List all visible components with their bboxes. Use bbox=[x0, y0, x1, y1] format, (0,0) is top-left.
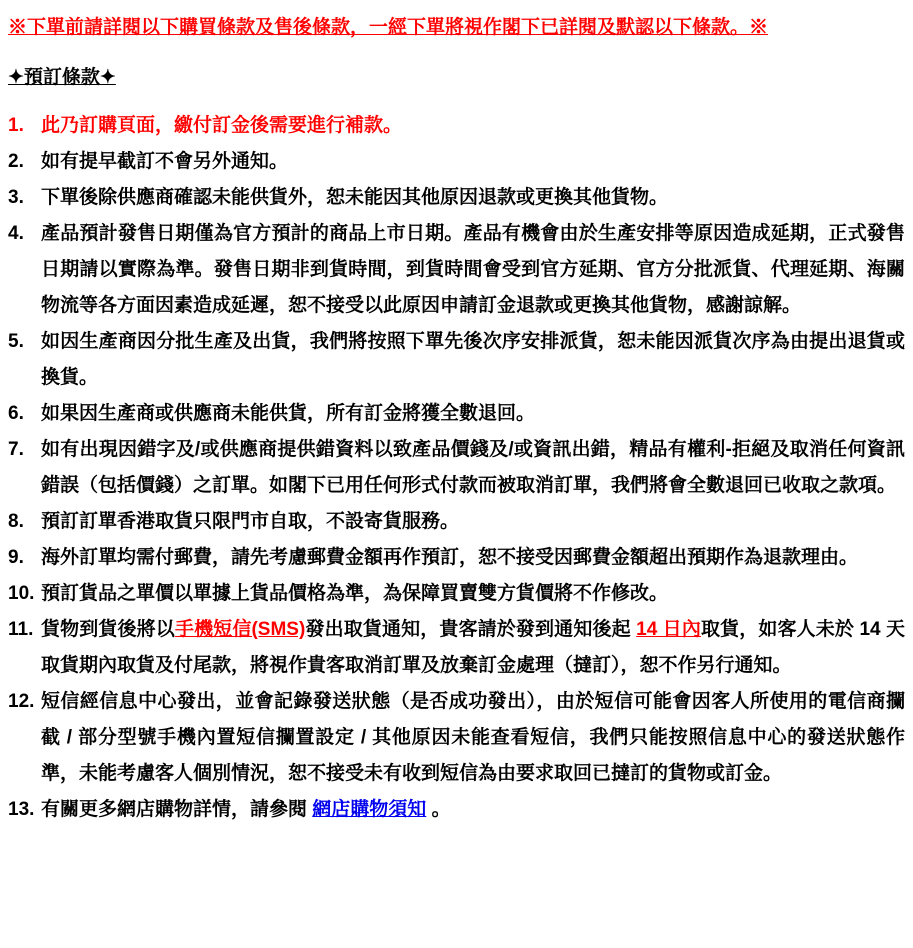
term-item-13 bbox=[8, 792, 905, 828]
term-item-1 bbox=[8, 108, 905, 144]
term-text bbox=[41, 612, 905, 684]
term-text bbox=[41, 684, 905, 792]
terms-list bbox=[8, 108, 905, 828]
term-number: 5. bbox=[8, 331, 24, 352]
term-text-segment: 貨物到貨後將以 bbox=[41, 619, 175, 640]
term-number: 3. bbox=[8, 187, 24, 208]
term-text-segment: 下單後除供應商確認未能供貨外，恕未能因其他原因退款或更換其他貨物。 bbox=[41, 187, 669, 208]
term-text-red-underline-segment: 14 日內 bbox=[636, 619, 701, 640]
term-text bbox=[41, 792, 905, 828]
term-item-10 bbox=[8, 576, 905, 612]
warning-header: ※下單前請詳閱以下購買條款及售後條款，一經下單將視作閣下已詳閱及默認以下條款。※ bbox=[8, 17, 769, 38]
term-text-segment: 短信經信息中心發出，並會記錄發送狀態（是否成功發出），由於短信可能會因客人所使用的電信商攔截 / 部分型號手機內置短信攔置設定 / 其他原因未能查看短信，我們只能按照信息中心的發送狀態作準，未能考慮客人個別情況，恕不接受未有收到短信為由要求取回已撻訂的貨物或訂金。 bbox=[41, 691, 905, 784]
term-item-4 bbox=[8, 216, 905, 324]
term-item-6 bbox=[8, 396, 905, 432]
term-text bbox=[41, 576, 905, 612]
term-item-8 bbox=[8, 504, 905, 540]
term-number: 11. bbox=[8, 619, 34, 640]
term-text-segment: 產品預計發售日期僅為官方預計的商品上市日期。產品有機會由於生產安排等原因造成延期，正式發售日期請以實際為準。發售日期非到貨時間，到貨時間會受到官方延期、官方分批派貨、代理延期、海關物流等各方面因素造成延遲，恕不接受以此原因申請訂金退款或更換其他貨物，感謝諒解。 bbox=[41, 223, 905, 316]
term-text bbox=[41, 216, 905, 324]
term-number: 12. bbox=[8, 691, 35, 712]
term-number: 8. bbox=[8, 511, 24, 532]
term-text bbox=[41, 432, 905, 504]
term-text bbox=[41, 504, 905, 540]
term-text-segment: 如因生產商因分批生產及出貨，我們將按照下單先後次序安排派貨，恕未能因派貨次序為由提出退貨或換貨。 bbox=[41, 331, 905, 388]
term-number: 6. bbox=[8, 403, 24, 424]
term-text-segment: 取貨，如客人未於 14 天取貨期內取貨及付尾款，將視作貴客取消訂單及放棄訂金處理（撻訂），恕不作另行通知。 bbox=[41, 619, 905, 676]
term-item-12 bbox=[8, 684, 905, 792]
term-text bbox=[41, 144, 905, 180]
term-item-5 bbox=[8, 324, 905, 396]
term-number: 4. bbox=[8, 223, 24, 244]
term-number: 13. bbox=[8, 799, 35, 820]
term-item-9 bbox=[8, 540, 905, 576]
term-text-segment: 。 bbox=[426, 799, 451, 820]
shop-guide-link[interactable]: 網店購物須知 bbox=[312, 799, 427, 820]
term-text-red-underline-segment: 手機短信(SMS) bbox=[174, 619, 306, 640]
section-title-preorder-terms: ✦預訂條款✦ bbox=[8, 67, 116, 88]
term-text bbox=[41, 396, 905, 432]
term-text-segment: 預訂貨品之單價以單據上貨品價格為準，為保障買賣雙方貨價將不作修改。 bbox=[41, 583, 669, 604]
term-text-segment: 如果因生產商或供應商未能供貨，所有訂金將獲全數退回。 bbox=[41, 403, 536, 424]
term-text-segment: 如有提早截訂不會另外通知。 bbox=[41, 151, 289, 172]
term-text bbox=[41, 108, 905, 144]
term-text bbox=[41, 324, 905, 396]
term-number: 10. bbox=[8, 583, 35, 604]
term-number: 2. bbox=[8, 151, 24, 172]
term-text bbox=[41, 180, 905, 216]
term-item-2 bbox=[8, 144, 905, 180]
term-text-segment: 有關更多網店購物詳情，請參閱 bbox=[41, 799, 313, 820]
term-number: 7. bbox=[8, 439, 24, 460]
term-item-3 bbox=[8, 180, 905, 216]
term-text-segment: 預訂訂單香港取貨只限門市自取，不設寄貨服務。 bbox=[41, 511, 460, 532]
term-text-segment: 如有出現因錯字及/或供應商提供錯資料以致產品價錢及/或資訊出錯，精品有權利-拒絕及取消任何資訊錯誤（包括價錢）之訂單。如閣下已用任何形式付款而被取消訂單，我們將會全數退回已收取之款項。 bbox=[41, 439, 905, 496]
term-text-segment: 海外訂單均需付郵費，請先考慮郵費金額再作預訂，恕不接受因郵費金額超出預期作為退款理由。 bbox=[41, 547, 859, 568]
term-number: 9. bbox=[8, 547, 24, 568]
term-item-11 bbox=[8, 612, 905, 684]
term-item-7 bbox=[8, 432, 905, 504]
term-text-segment: 此乃訂購頁面，繳付訂金後需要進行補款。 bbox=[41, 115, 403, 136]
term-number: 1. bbox=[8, 115, 24, 136]
term-text bbox=[41, 540, 905, 576]
term-text-segment: 發出取貨通知，貴客請於發到通知後起 bbox=[305, 619, 637, 640]
